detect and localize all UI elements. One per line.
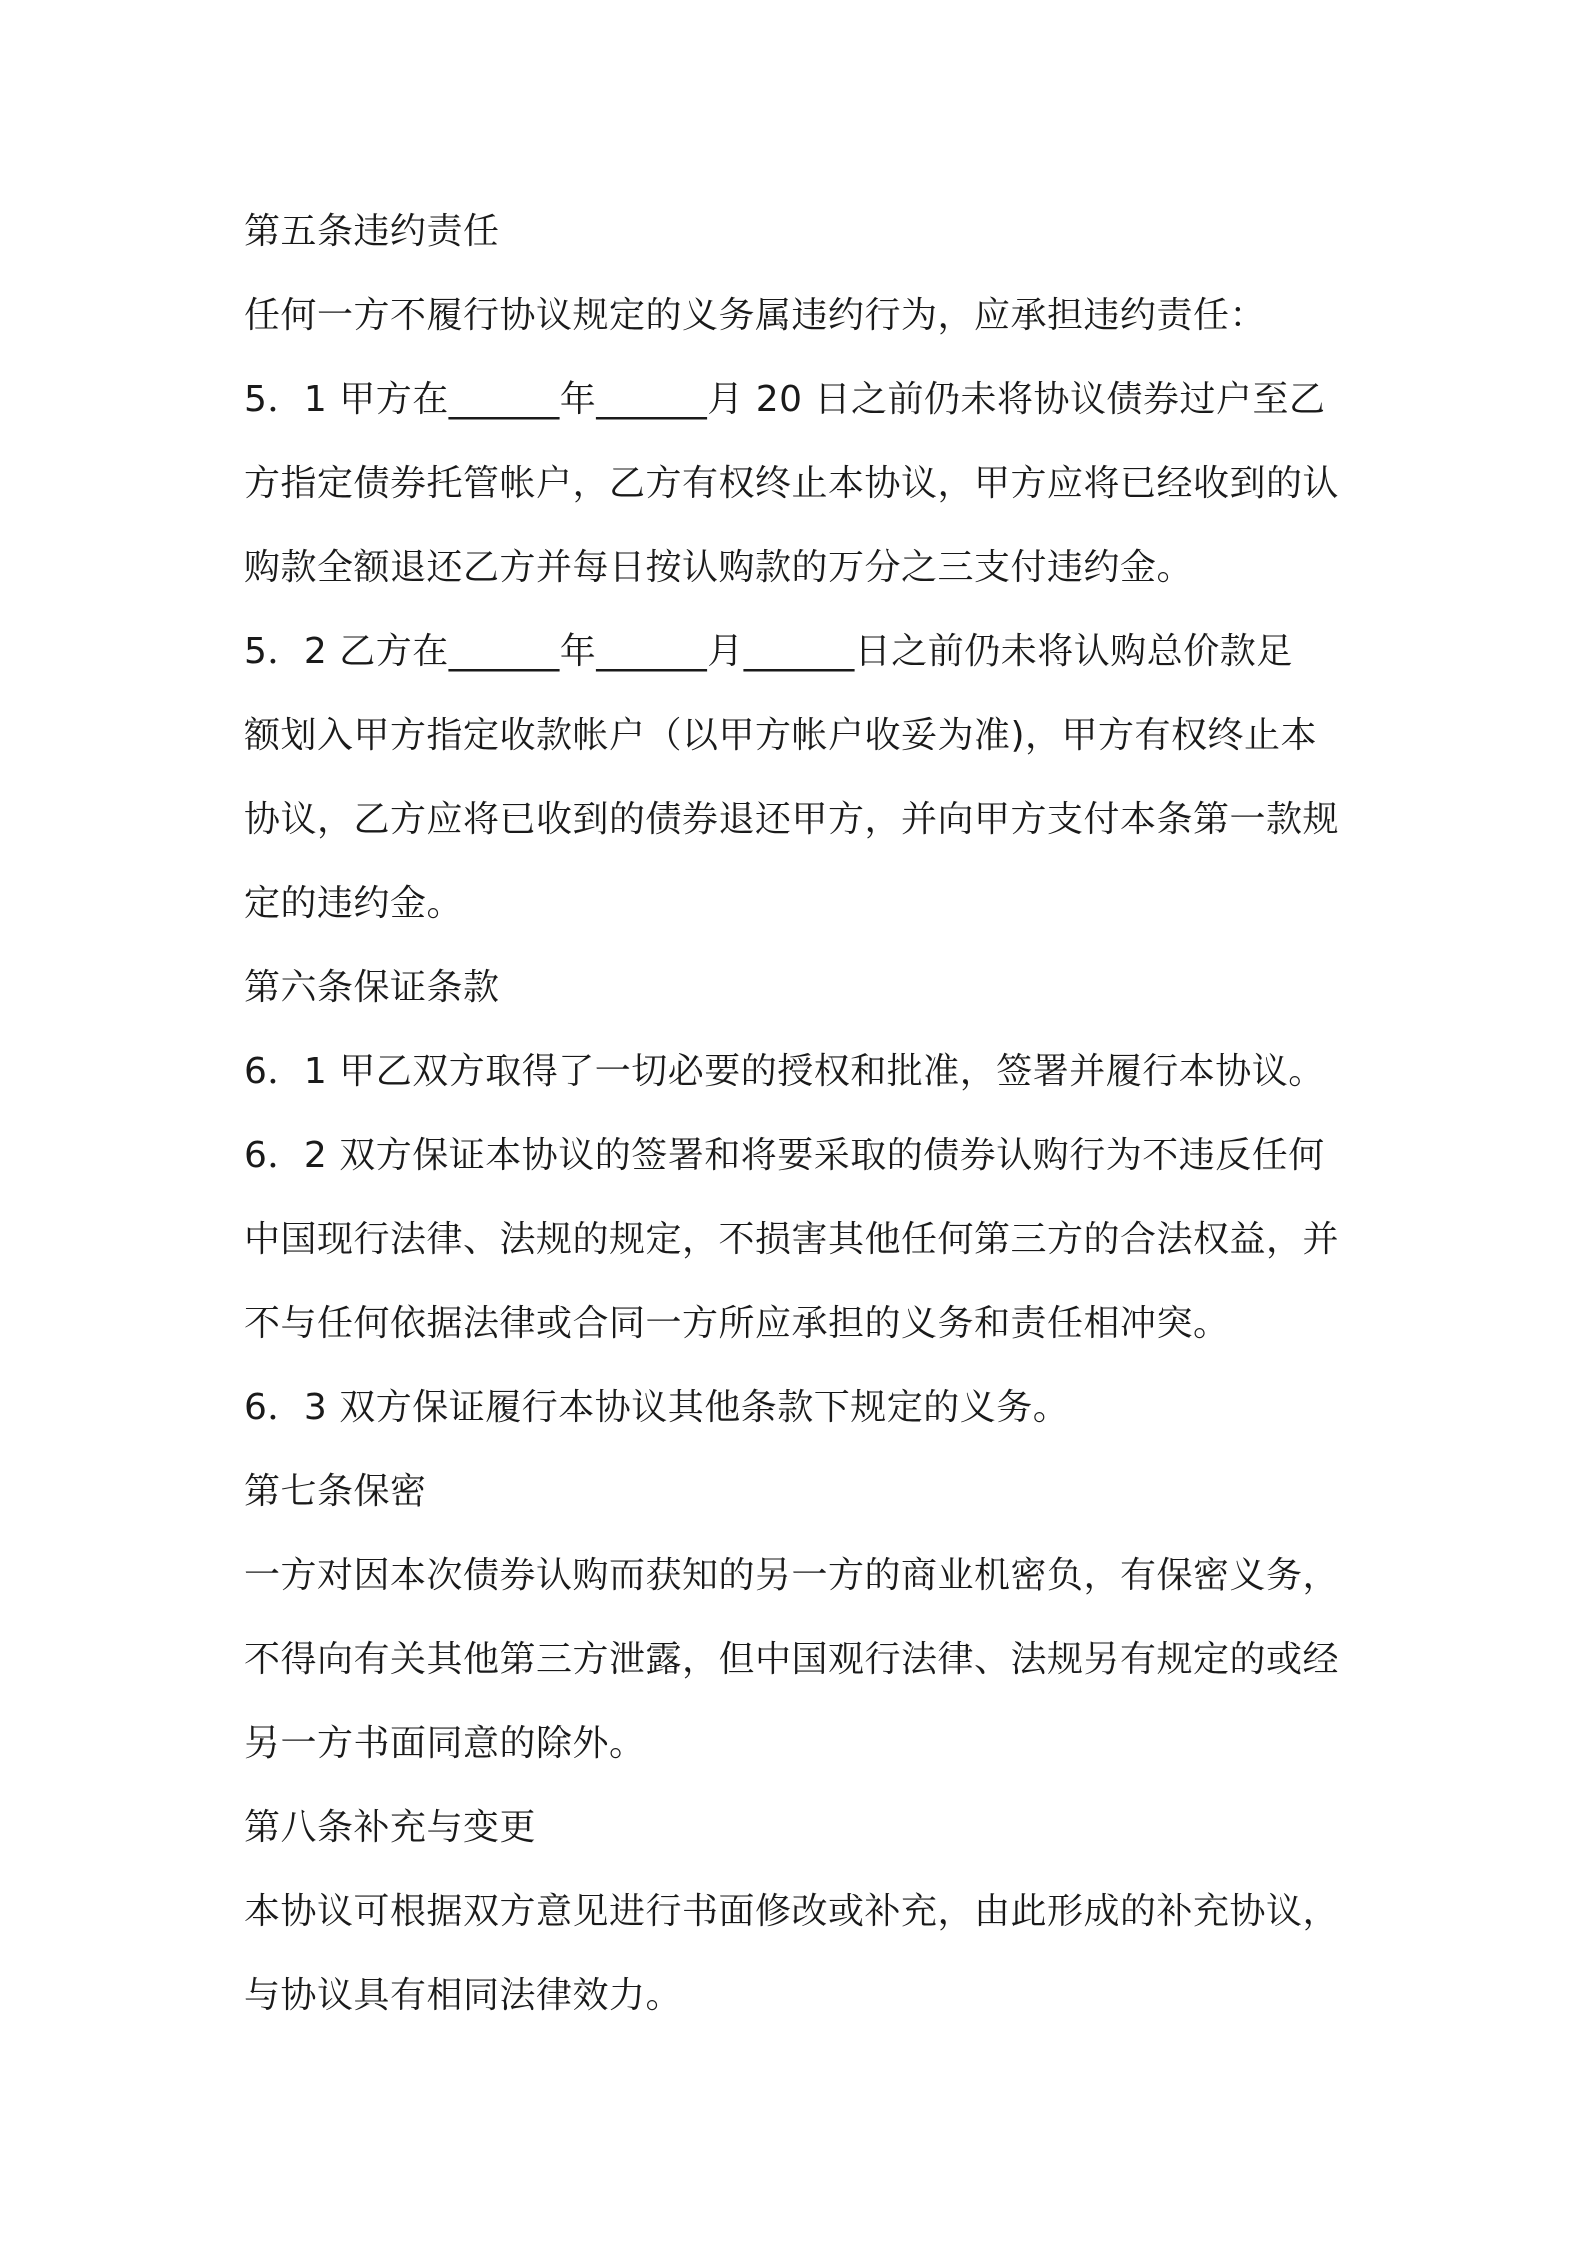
- article-6-heading: 第六条保证条款: [244, 967, 500, 1008]
- paragraph-line: 不得向有关其他第三方泄露，但中国观行法律、法规另有规定的或经: [244, 1639, 1340, 1680]
- clause-5-2-line: 定的违约金。: [244, 883, 464, 924]
- clause-6-2-line: 中国现行法律、法规的规定，不损害其他任何第三方的合法权益，并: [244, 1219, 1340, 1260]
- paragraph-line: 与协议具有相同法律效力。: [244, 1975, 683, 2016]
- document-body: [244, 190, 1364, 2038]
- paragraph-line: 任何一方不履行协议规定的义务属违约行为，应承担违约责任：: [244, 295, 1267, 336]
- clause-5-2-line: 协议，乙方应将已收到的债券退还甲方，并向甲方支付本条第一款规: [244, 799, 1340, 840]
- paragraph-line: 本协议可根据双方意见进行书面修改或补充，由此形成的补充协议，: [244, 1891, 1340, 1932]
- clause-5-1-line: 购款全额退还乙方并每日按认购款的万分之三支付违约金。: [244, 547, 1194, 588]
- article-7-heading: 第七条保密: [244, 1471, 427, 1512]
- clause-6-2-line: 不与任何依据法律或合同一方所应承担的义务和责任相冲突。: [244, 1303, 1230, 1344]
- article-5-heading: 第五条违约责任: [244, 211, 500, 252]
- clause-5-1-line: 方指定债券托管帐户，乙方有权终止本协议，甲方应将已经收到的认: [244, 463, 1340, 504]
- paragraph-line: 一方对因本次债券认购而获知的另一方的商业机密负，有保密义务，: [244, 1555, 1340, 1596]
- clause-6-3-line: 6．3 双方保证履行本协议其他条款下规定的义务。: [244, 1387, 1070, 1428]
- clause-5-1-line: 5．1 甲方在______年______月 20 日之前仍未将协议债券过户至乙: [244, 379, 1326, 420]
- paragraph-line: 另一方书面同意的除外。: [244, 1723, 646, 1764]
- clause-5-2-line: 5．2 乙方在______年______月______日之前仍未将认购总价款足: [244, 631, 1293, 672]
- clause-6-1-line: 6．1 甲乙双方取得了一切必要的授权和批准，签署并履行本协议。: [244, 1051, 1325, 1092]
- clause-6-2-line: 6．2 双方保证本协议的签署和将要采取的债券认购行为不违反任何: [244, 1135, 1325, 1176]
- clause-5-2-line: 额划入甲方指定收款帐户（以甲方帐户收妥为准)，甲方有权终止本: [244, 715, 1318, 756]
- article-8-heading: 第八条补充与变更: [244, 1807, 537, 1848]
